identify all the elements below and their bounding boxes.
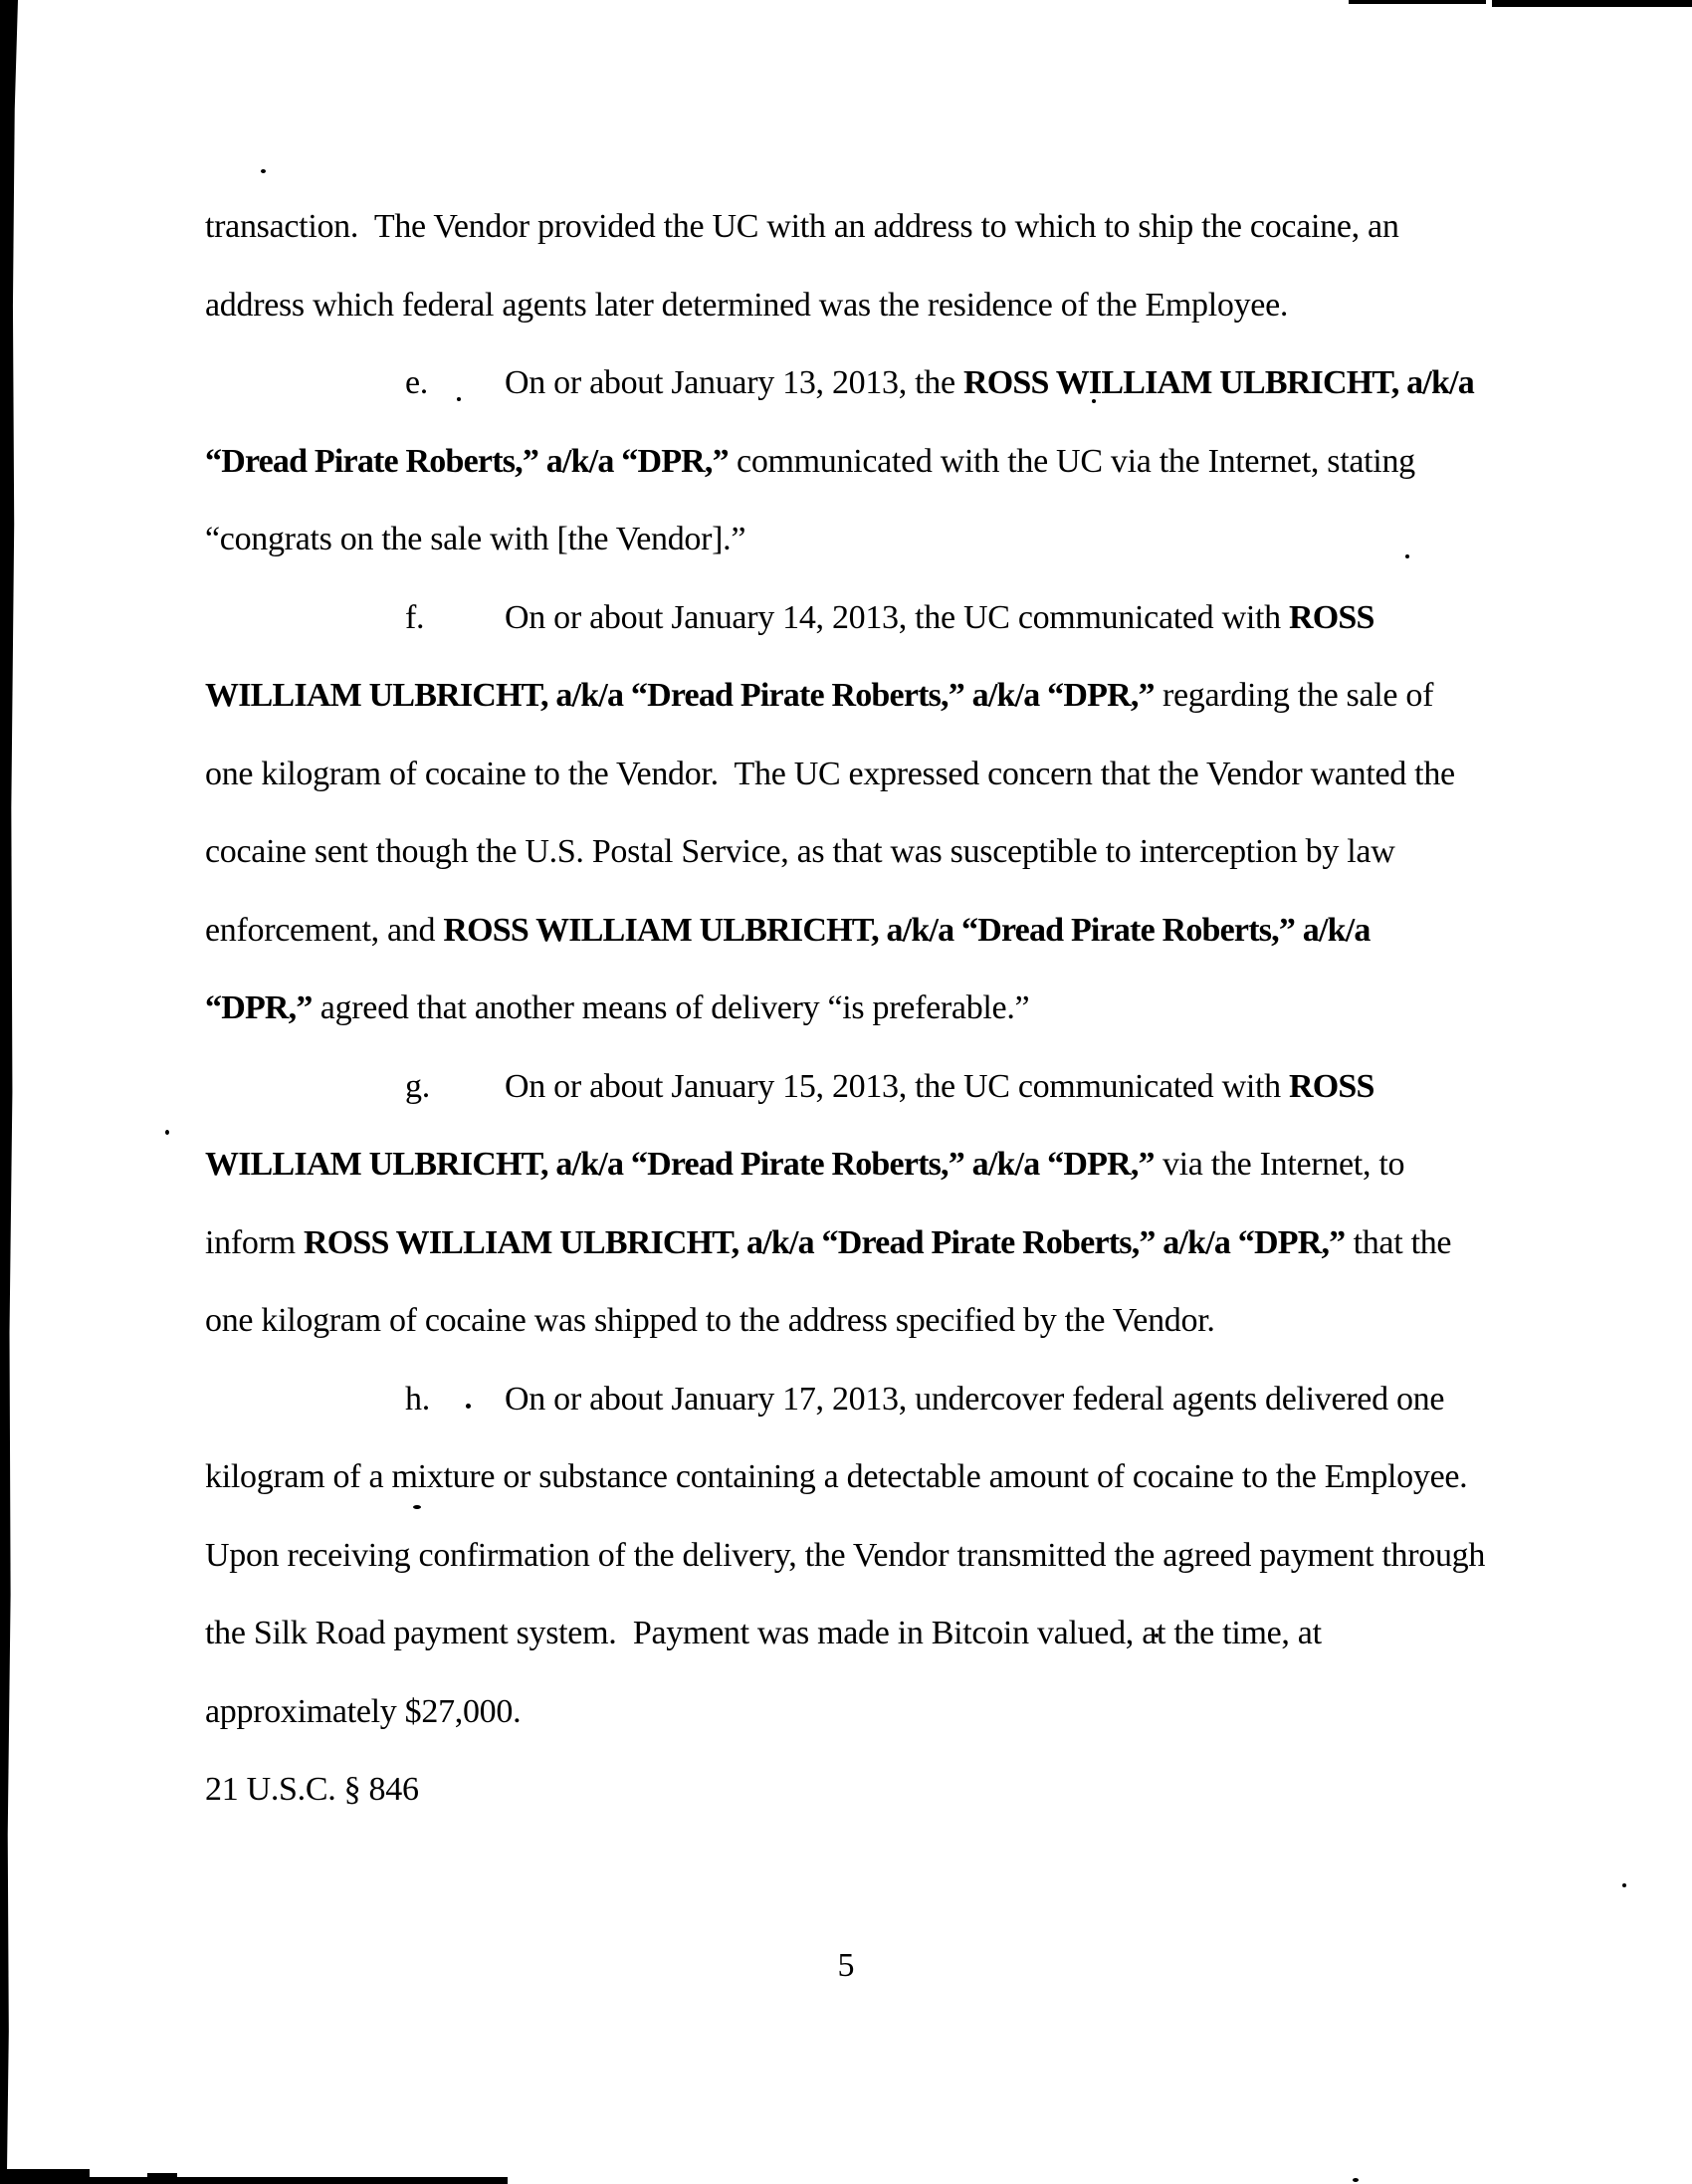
text-segment: agreed that another means of delivery “is preferable.”: [312, 989, 1030, 1026]
text-line: [205, 657, 1539, 736]
bold-text-segment: ROSS WILLIAM ULBRICHT, a/k/a “Dread Pirate Roberts,” a/k/a “DPR,”: [303, 1223, 1346, 1261]
text-segment: approximately $27,000.: [205, 1692, 522, 1730]
text-line: [205, 423, 1539, 502]
text-segment: via the Internet, to: [1154, 1146, 1405, 1183]
text-segment: communicated with the UC via the Internet, stating: [728, 442, 1415, 480]
scan-edge-left-bar: [0, 0, 18, 2184]
text-segment: transaction. The Vendor provided the UC with an address to which to ship the cocaine, an: [205, 208, 1399, 245]
list-item-marker: h.: [405, 1380, 430, 1418]
text-segment: cocaine sent though the U.S. Postal Service, as that was susceptible to interception by law: [205, 833, 1395, 870]
list-item-line: [205, 579, 1539, 658]
document-body: [205, 188, 1539, 1830]
scan-edge-bottom-bar: [0, 2177, 508, 2184]
text-segment: On or about January 17, 2013, undercover federal agents delivered one: [505, 1380, 1445, 1418]
text-segment: “congrats on the sale with [the Vendor].”: [205, 521, 746, 557]
text-line: [205, 892, 1539, 971]
bold-text-segment: ROSS: [1289, 598, 1375, 636]
scan-speck: [261, 169, 266, 173]
text-segment: the Silk Road payment system. Payment was made in Bitcoin valued, at the time, at: [205, 1615, 1322, 1651]
text-segment: inform: [205, 1223, 304, 1261]
text-segment: that the: [1345, 1223, 1452, 1261]
list-item-line: [205, 344, 1539, 423]
text-line: [205, 1438, 1539, 1517]
text-segment: On or about January 14, 2013, the UC communicated with: [505, 598, 1290, 636]
text-line: [205, 267, 1539, 345]
text-line: [205, 501, 1539, 579]
page-number: 5: [837, 1947, 855, 1984]
bold-text-segment: ROSS WILLIAM ULBRICHT, a/k/a: [963, 364, 1474, 401]
list-item-line: [205, 1361, 1539, 1439]
text-segment: one kilogram of cocaine to the Vendor. The UC expressed concern that the Vendor wanted the: [205, 755, 1455, 792]
text-line: [205, 1204, 1539, 1283]
bold-text-segment: WILLIAM ULBRICHT, a/k/a “Dread Pirate Roberts,” a/k/a “DPR,”: [205, 1146, 1155, 1183]
bold-text-segment: ROSS: [1289, 1067, 1375, 1105]
text-line: [205, 1673, 1539, 1752]
list-item-marker: f.: [405, 598, 425, 636]
text-segment: kilogram of a mixture or substance containing a detectable amount of cocaine to the Employee.: [205, 1458, 1468, 1495]
bold-text-segment: ROSS WILLIAM ULBRICHT, a/k/a “Dread Pirate Roberts,” a/k/a: [443, 911, 1371, 949]
text-line: [205, 970, 1539, 1048]
text-line: [205, 1751, 1539, 1830]
text-line: [205, 736, 1539, 814]
bold-text-segment: “DPR,”: [205, 989, 313, 1026]
list-item-marker: e.: [405, 364, 428, 401]
list-item-line: [205, 1048, 1539, 1127]
scan-edge-bottom-tick: [147, 2173, 177, 2184]
scan-speck: [1353, 2178, 1359, 2182]
text-segment: Upon receiving confirmation of the delivery, the Vendor transmitted the agreed payment through: [205, 1536, 1486, 1574]
text-segment: 21 U.S.C. § 846: [205, 1771, 419, 1808]
scan-speck: [1622, 1883, 1626, 1887]
text-segment: one kilogram of cocaine was shipped to the address specified by the Vendor.: [205, 1302, 1215, 1339]
text-line: [205, 1282, 1539, 1361]
text-line: [205, 188, 1539, 267]
text-line: [205, 1517, 1539, 1596]
text-line: [205, 1595, 1539, 1673]
scan-edge-top-bar-right: [1492, 0, 1692, 7]
text-segment: enforcement, and: [205, 911, 444, 949]
bold-text-segment: WILLIAM ULBRICHT, a/k/a “Dread Pirate Roberts,” a/k/a “DPR,”: [205, 677, 1155, 714]
text-line: [205, 813, 1539, 892]
scan-edge-top-bar: [1349, 0, 1486, 4]
text-segment: regarding the sale of: [1154, 677, 1434, 714]
text-line: [205, 1126, 1539, 1204]
text-segment: On or about January 15, 2013, the UC communicated with: [505, 1067, 1290, 1105]
bold-text-segment: “Dread Pirate Roberts,” a/k/a “DPR,”: [205, 442, 729, 480]
text-segment: address which federal agents later determined was the residence of the Employee.: [205, 286, 1289, 324]
text-segment: On or about January 13, 2013, the: [505, 364, 963, 401]
scan-speck: [165, 1130, 169, 1135]
list-item-marker: g.: [405, 1067, 430, 1105]
